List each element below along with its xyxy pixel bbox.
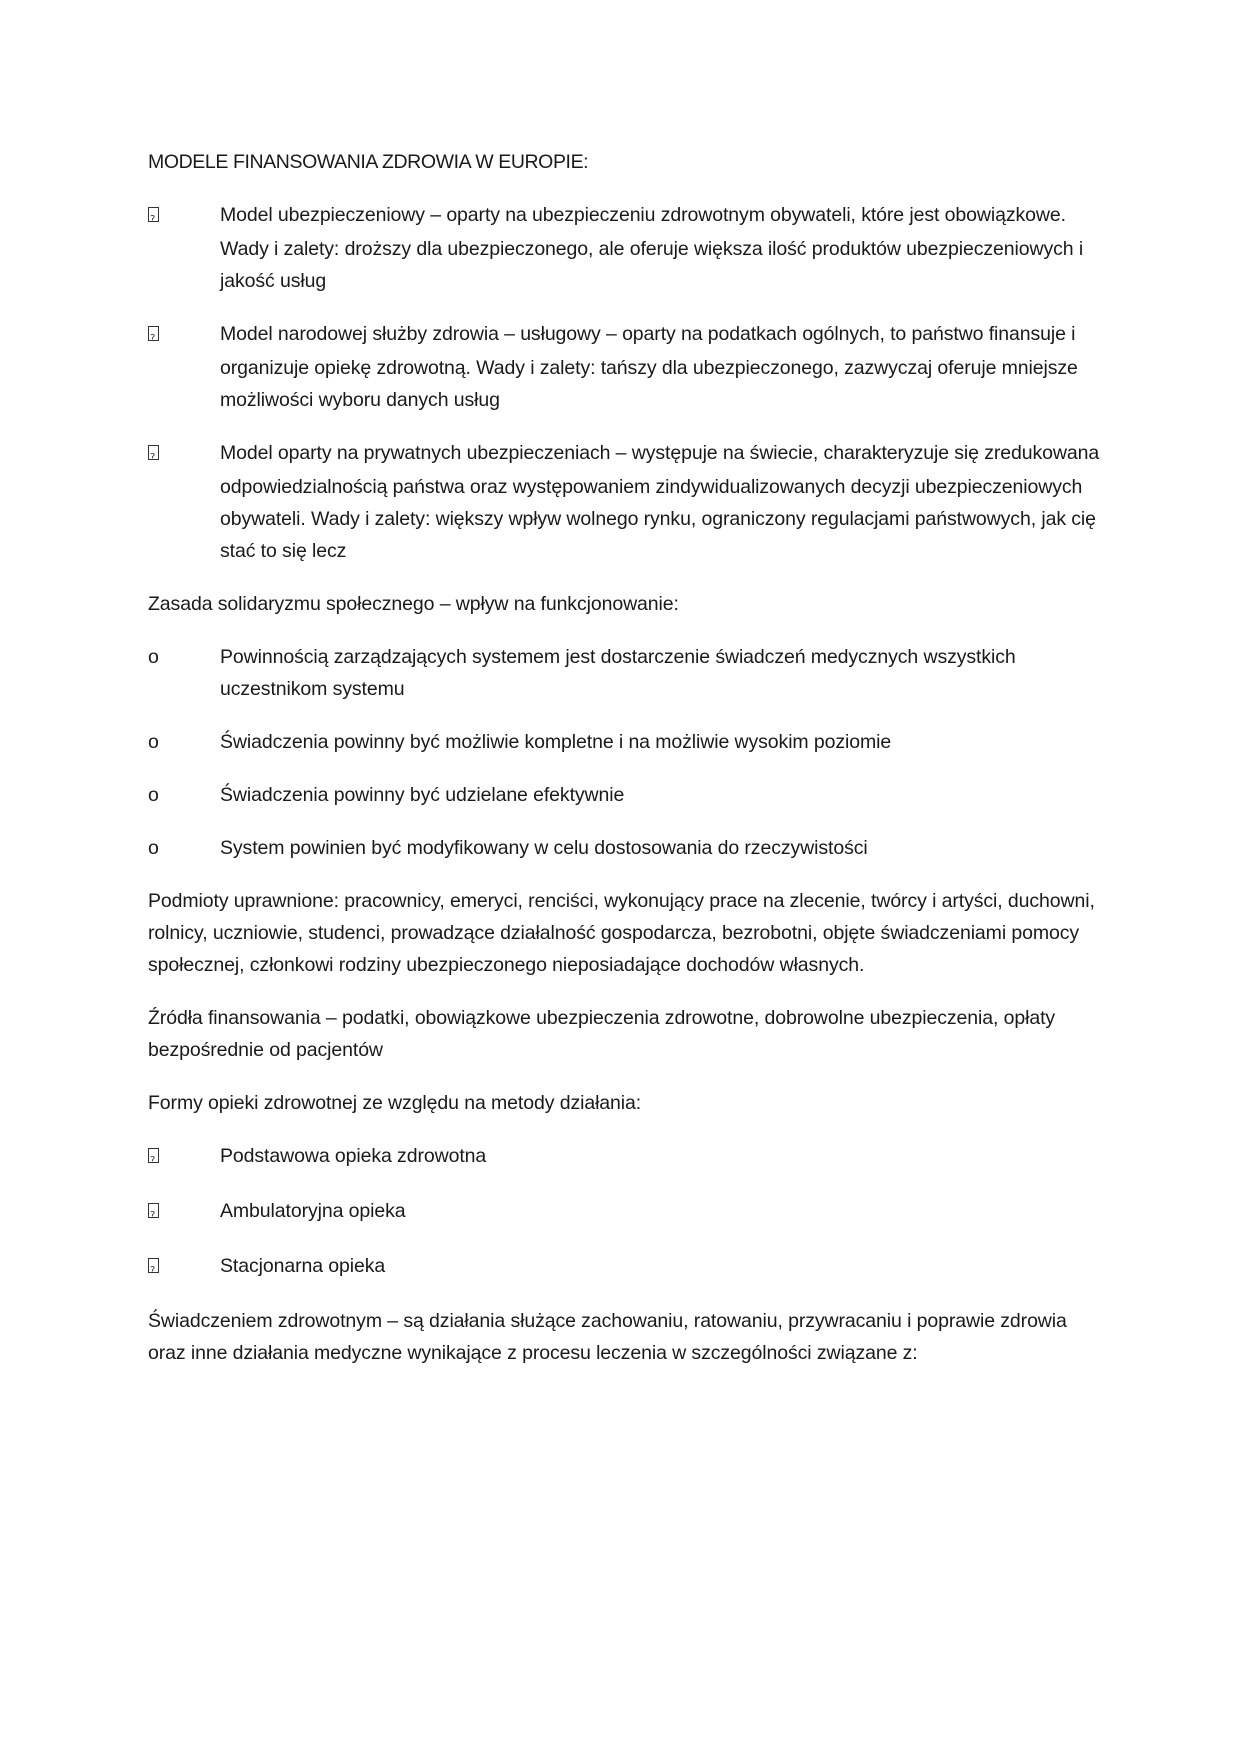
list-item-text: Powinnością zarządzających systemem jest dostarczenie świadczeń medycznych wszystkich uczestnikom systemu: [220, 646, 1016, 700]
list-item: [148, 199, 1100, 297]
list-item: [148, 779, 1100, 811]
list-item-text: Model ubezpieczeniowy – oparty na ubezpieczeniu zdrowotnym obywateli, które jest obowiązkowe. Wady i zalety: droższy dla ubezpieczonego, ale oferuje większa ilość produktów ubezpieczeniowych i jakość usług: [220, 204, 1084, 292]
list-item-text: Stacjonarna opieka: [220, 1255, 386, 1277]
list-item: [148, 641, 1100, 705]
missing-glyph-icon: [148, 320, 220, 352]
list-item-text: Ambulatoryjna opieka: [220, 1200, 406, 1222]
solidarity-heading: Zasada solidaryzmu społecznego – wpływ na funkcjonowanie:: [148, 593, 679, 615]
bullet-marker: o: [148, 784, 159, 806]
missing-glyph-icon: [148, 201, 220, 233]
document-title: MODELE FINANSOWANIA ZDROWIA W EUROPIE:: [148, 151, 589, 173]
list-item: [148, 726, 1100, 758]
solidarity-list: [148, 641, 1100, 864]
entitled-paragraph: Podmioty uprawnione: pracownicy, emeryci, renciści, wykonujący prace na zlecenie, twórcy i artyści, duchowni, rolnicy, uczniowie, studenci, prowadzące działalność gospodarcza, bezrobotni, objęte świadczeniami pomocy społecznej, członkowi rodziny ubezpieczonego nieposiadające dochodów własnych.: [148, 890, 1095, 976]
list-item: [148, 1140, 1100, 1174]
list-item-text: Model oparty na prywatnych ubezpieczeniach – występuje na świecie, charakteryzuje się zredukowana odpowiedzialnością państwa oraz występowaniem zindywidualizowanych decyzji ubezpieczeniowych obywateli. Wady i zalety: większy wpływ wolnego rynku, ograniczony regulacjami państwowych, jak cię stać to się lecz: [220, 442, 1100, 562]
missing-glyph-icon: [148, 439, 220, 471]
bullet-marker: o: [148, 731, 159, 753]
list-item-text: System powinien być modyfikowany w celu dostosowania do rzeczywistości: [220, 837, 868, 859]
list-item: [148, 437, 1100, 567]
list-item-text: Świadczenia powinny być możliwie kompletne i na możliwie wysokim poziomie: [220, 731, 892, 753]
forms-heading: Formy opieki zdrowotnej ze względu na metody działania:: [148, 1092, 642, 1114]
bullet-marker: o: [148, 837, 159, 859]
list-item: [148, 1250, 1100, 1284]
list-item-text: Podstawowa opieka zdrowotna: [220, 1145, 487, 1167]
list-item: [148, 832, 1100, 864]
list-item-text: Model narodowej służby zdrowia – usługowy – oparty na podatkach ogólnych, to państwo finansuje i organizuje opiekę zdrowotną. Wady i zalety: tańszy dla ubezpieczonego, zazwyczaj oferuje mniejsze możliwości wyboru danych usług: [220, 323, 1078, 411]
missing-glyph-icon: [148, 1252, 220, 1284]
document-page: [148, 146, 1100, 1390]
forms-list: [148, 1140, 1100, 1284]
bullet-marker: o: [148, 646, 159, 668]
definition-paragraph: Świadczeniem zdrowotnym – są działania służące zachowaniu, ratowaniu, przywracaniu i poprawie zdrowia oraz inne działania medyczne wynikające z procesu leczenia w szczególności związane z:: [148, 1310, 1067, 1364]
list-item: [148, 1195, 1100, 1229]
list-item-text: Świadczenia powinny być udzielane efektywnie: [220, 784, 625, 806]
missing-glyph-icon: [148, 1197, 220, 1229]
missing-glyph-icon: [148, 1142, 220, 1174]
sources-paragraph: Źródła finansowania – podatki, obowiązkowe ubezpieczenia zdrowotne, dobrowolne ubezpieczenia, opłaty bezpośrednie od pacjentów: [148, 1007, 1056, 1061]
models-list: [148, 199, 1100, 567]
list-item: [148, 318, 1100, 416]
